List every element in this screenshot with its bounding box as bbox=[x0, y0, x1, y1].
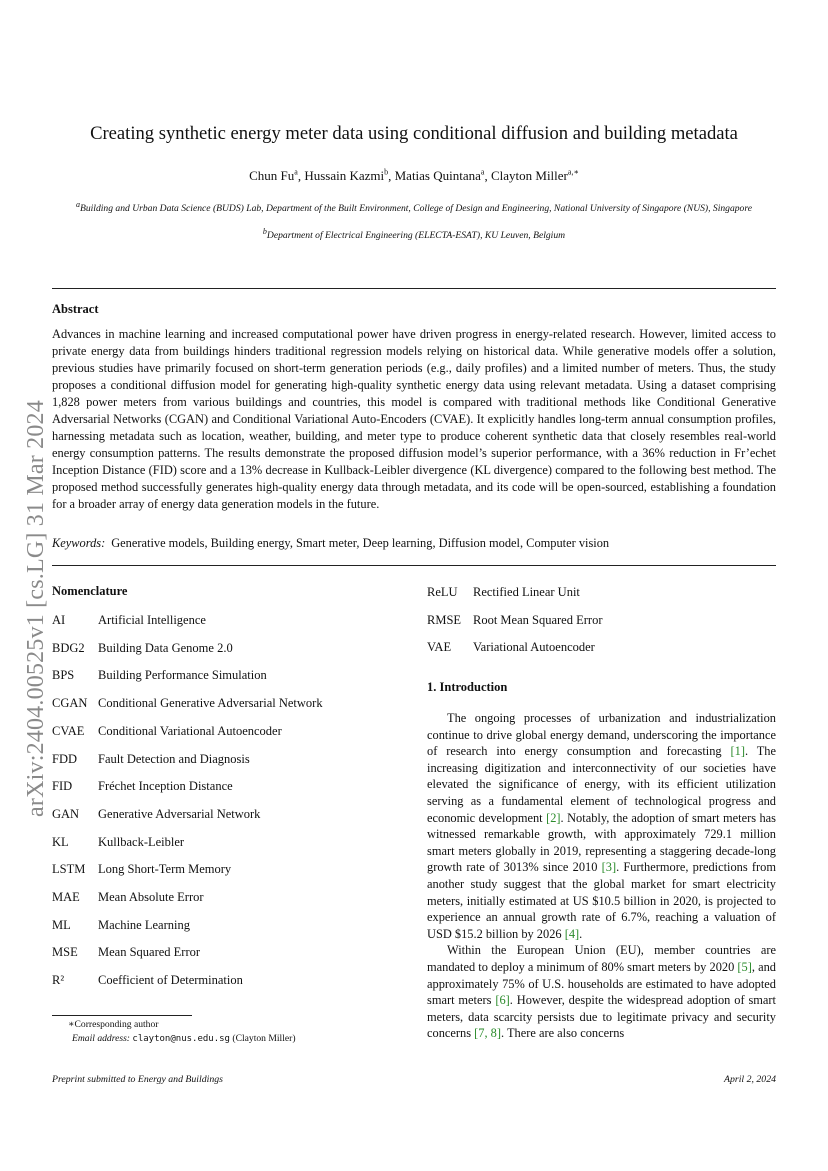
keywords bbox=[52, 536, 776, 551]
nomenclature-abbr: MSE bbox=[52, 945, 78, 960]
intro-text: . Notably, the adoption of smart meters has witnessed remarkable growth, with approximately 729.1 million smart meters globally in 2019, representing a staggering decade-long growth rate of 3013% since 2010 bbox=[427, 810, 776, 875]
divider bbox=[52, 565, 776, 566]
nomenclature-abbr: CGAN bbox=[52, 696, 88, 711]
email-link[interactable]: clayton@nus.edu.sg bbox=[132, 1034, 230, 1044]
footnote-divider bbox=[52, 1015, 192, 1016]
footnote-corresponding: ∗Corresponding author bbox=[68, 1019, 159, 1030]
keywords-label: Keywords: bbox=[52, 536, 106, 550]
nomenclature-definition: Rectified Linear Unit bbox=[473, 585, 580, 599]
intro-paragraph bbox=[427, 942, 776, 1042]
nomenclature-abbr: R² bbox=[52, 973, 65, 988]
intro-text: . bbox=[579, 926, 583, 941]
nomenclature-abbr: ReLU bbox=[427, 585, 458, 599]
nomenclature-abbr: FDD bbox=[52, 751, 78, 766]
keywords-text: Generative models, Building energy, Smart meter, Deep learning, Diffusion model, Computer vision bbox=[111, 536, 610, 550]
author-list: Chun Fu$^a$, Hussain Kazmi$^b$, Matias Quintana$^a$, Clayton Miller$^{a,∗}$ bbox=[249, 168, 579, 184]
intro-text: . There are also concerns bbox=[500, 1026, 625, 1041]
nomenclature-definition: Generative Adversarial Network bbox=[98, 806, 261, 821]
nomenclature-abbr: FID bbox=[52, 779, 73, 794]
nomenclature-abbr: VAE bbox=[427, 640, 452, 655]
intro-text: Within the European Union (EU), member countries are mandated to deploy a minimum of 80% smart meters by 2020 bbox=[427, 943, 776, 974]
nomenclature-abbr: CVAE bbox=[52, 723, 85, 738]
nomenclature-definition: Machine Learning bbox=[98, 917, 190, 932]
nomenclature-definition: Fréchet Inception Distance bbox=[98, 779, 233, 794]
introduction-body bbox=[427, 710, 776, 1042]
nomenclature-abbr: RMSE bbox=[427, 612, 462, 627]
nomenclature-definition: Artificial Intelligence bbox=[98, 613, 206, 627]
abstract-text: Advances in machine learning and increased computational power have driven progress in energy-related research. However, limited access to private energy data from buildings hinders traditional regression models relying on historical data. While generative models offer a solution, previous studies have primarily focused on short-term generation periods (e.g., daily profiles) and a limited number of meters. Thus, the study proposes a conditional diffusion model for generating high-quality synthetic energy data using relevant metadata. Using a dataset comprising 1,828 power meters from various buildings and countries, this model is compared with traditional methods like Conditional Generative Adversarial Networks (CGAN) and Conditional Variational Auto-Encoders (CVAE). It explicitly handles long-term annual consumption profiles, harnessing metadata such as location, weather, building, and meter type to produce coherent synthetic data that closely resembles real-world energy consumption patterns. The results demonstrate the proposed diffusion model’s superior performance, with a 36% reduction in Fr’echet Inception Distance (FID) score and a 13% decrease in Kullback-Leibler divergence (KL divergence) compared to the following best method. The proposed method successfully generates high-quality energy data through metadata, and its code will be open-sourced, establishing a foundation for a broader array of energy data generation models in the future. bbox=[52, 327, 776, 511]
nomenclature-definition: Conditional Variational Autoencoder bbox=[98, 723, 282, 738]
nomenclature-definition: Kullback-Leibler bbox=[98, 834, 185, 849]
paper-title: Creating synthetic energy meter data using conditional diffusion and building metadata bbox=[90, 123, 738, 144]
nomenclature-definition: Building Performance Simulation bbox=[98, 668, 267, 683]
author: Matias Quintana$^a$ bbox=[394, 168, 485, 184]
citation-link[interactable]: [6] bbox=[495, 993, 510, 1008]
citation-link[interactable]: [2] bbox=[546, 810, 561, 825]
citation-link[interactable]: [1] bbox=[730, 744, 745, 759]
intro-text: , and approximately 75% of U.S. households are estimated to have adopted smart meters bbox=[427, 959, 776, 1008]
nomenclature-definition: Long Short-Term Memory bbox=[98, 862, 232, 877]
affiliation-a: $^a$Building and Urban Data Science (BUDS) Lab, Department of the Built Environment, College of Design and Engineering, National University of Singapore (NUS), Singapore bbox=[75, 200, 752, 215]
footer-journal: Preprint submitted to Energy and Buildings bbox=[52, 1074, 223, 1085]
footer-date: April 2, 2024 bbox=[724, 1074, 776, 1085]
nomenclature-abbr: GAN bbox=[52, 806, 80, 821]
section-heading: 1. Introduction bbox=[427, 680, 508, 694]
affiliation-b: $^b$Department of Electrical Engineering (ELECTA-ESAT), KU Leuven, Belgium bbox=[262, 227, 566, 242]
divider bbox=[52, 288, 776, 289]
nomenclature-abbr: AI bbox=[52, 613, 66, 627]
nomenclature-abbr: KL bbox=[52, 834, 69, 849]
nomenclature-definition: Building Data Genome 2.0 bbox=[98, 640, 233, 655]
author: Clayton Miller$^{a,∗}$ bbox=[490, 168, 579, 184]
footnote-email: Email address: clayton@nus.edu.sg (Clayton Miller) bbox=[72, 1033, 296, 1044]
nomenclature-definition: Root Mean Squared Error bbox=[473, 612, 603, 627]
nomenclature-definition: Coefficient of Determination bbox=[98, 973, 243, 988]
citation-link[interactable]: [5] bbox=[737, 959, 752, 974]
citation-link[interactable]: [4] bbox=[564, 926, 580, 941]
intro-paragraph bbox=[427, 710, 776, 942]
intro-text: . The increasing digitization and interconnectivity of our societies have elevated the significance of energy, with its efficient utilization serving as a fundamental element of technological progress and economic development bbox=[427, 744, 776, 825]
nomenclature-abbr: BDG2 bbox=[52, 640, 85, 655]
citation-link[interactable]: [7, 8] bbox=[474, 1026, 501, 1041]
intro-text: . However, despite the widespread adoption of smart meters, data scarcity persists due to legitimate privacy and security concerns bbox=[427, 993, 776, 1041]
intro-text: The ongoing processes of urbanization and industrialization continue to drive global energy demand, underscoring the importance of research into energy consumption and forecasting bbox=[427, 711, 776, 759]
nomenclature-abbr: ML bbox=[52, 917, 71, 932]
nomenclature-abbr: MAE bbox=[52, 890, 80, 904]
arxiv-stamp-text: arXiv:2404.00525v1 [cs.LG] 31 Mar 2024 bbox=[22, 399, 49, 817]
nomenclature-list-left bbox=[52, 612, 402, 1002]
nomenclature-list-right bbox=[427, 584, 776, 664]
nomenclature-definition: Variational Autoencoder bbox=[473, 640, 595, 655]
intro-text: . Furthermore, predictions from another study suggest that the global market for smart electricity meters, initially estimated at US $10.5 billion in 2020, is projected to experience an annual growth rate of 6.7%, reaching a valuation of USD $15.2 billion by 2026 bbox=[427, 860, 776, 941]
abstract-heading: Abstract bbox=[52, 302, 99, 316]
citation-link[interactable]: [3] bbox=[601, 860, 617, 875]
nomenclature-definition: Conditional Generative Adversarial Network bbox=[98, 696, 323, 711]
nomenclature-heading: Nomenclature bbox=[52, 584, 128, 598]
nomenclature-definition: Mean Absolute Error bbox=[98, 890, 204, 904]
nomenclature-definition: Mean Squared Error bbox=[98, 945, 201, 960]
nomenclature-definition: Fault Detection and Diagnosis bbox=[98, 751, 250, 766]
nomenclature-abbr: LSTM bbox=[52, 862, 86, 877]
nomenclature-abbr: BPS bbox=[52, 668, 75, 683]
author: Hussain Kazmi$^b$ bbox=[304, 168, 389, 184]
author: Chun Fu$^a$ bbox=[249, 168, 298, 184]
